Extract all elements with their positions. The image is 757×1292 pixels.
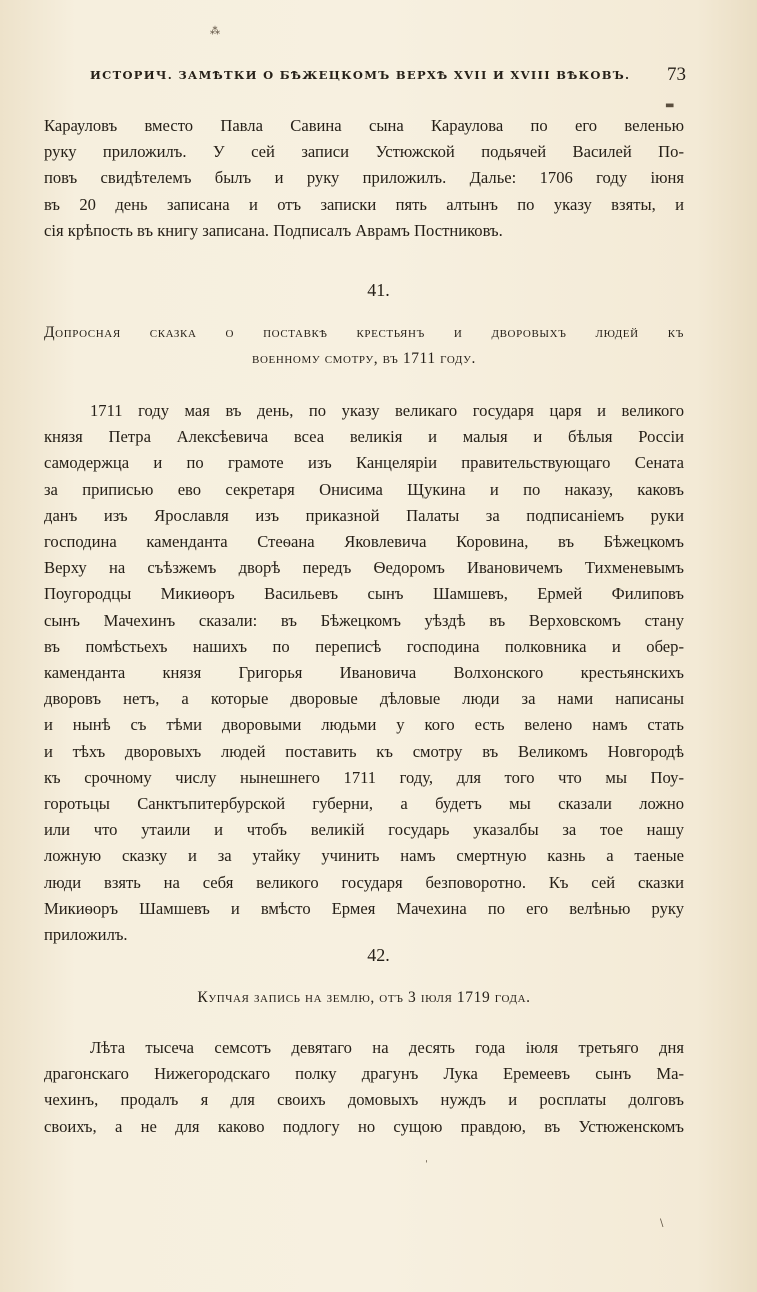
text-line: повъ свидѣтелемъ былъ и руку приложилъ. Далье: 1706 году iюня	[44, 168, 684, 188]
text-line: князя Петра Алексѣевича всеа великiя и малыя и бѣлыя Россiи	[44, 427, 684, 447]
print-speck: ˈ	[425, 1160, 428, 1171]
paragraph-document-42	[44, 1035, 684, 1140]
heading-line: военному смотру, въ 1711 году.	[252, 350, 476, 367]
text-line: или что утаили и чтобъ великiй государь указалбы за тое нашу	[44, 820, 684, 840]
paragraph-top	[44, 113, 684, 244]
text-line: руку приложилъ. У сей записи Устюжской подьячей Василей По-	[44, 142, 684, 162]
paragraph-document-41	[44, 398, 684, 948]
text-line: въ помѣстьехъ нашихъ по переписѣ господина полковника и обер-	[44, 636, 684, 656]
text-line: люди взять на себя великого государя безповоротно. Къ сей сказки	[44, 872, 684, 892]
text-line: дворовъ нетъ, а которые дворовые дѣловые люди за нами написаны	[44, 689, 684, 709]
text-line: 1711 году мая въ день, по указу великаго государя царя и великого	[90, 401, 684, 420]
text-line: и нынѣ съ тѣми дворовыми людьми у кого есть велено намъ стать	[44, 715, 684, 735]
text-line: Лѣта тысеча семсотъ девятаго на десять года iюля третьяго дня	[90, 1038, 684, 1057]
text-line: Карауловъ вместо Павла Савина сына Караулова по его веленью	[44, 116, 684, 135]
text-line: ложную сказку и за утайку учинить намъ смертную казнь а таеные	[44, 846, 684, 866]
text-line: данъ изъ Ярославля изъ приказной Палаты за подписанiемъ руки	[44, 505, 684, 525]
page-number: 73	[667, 64, 686, 85]
text-line: драгонскаго Нижегородскаго полку драгунъ Лука Еремеевъ сынъ Ма-	[44, 1064, 684, 1084]
print-speck: ▬	[665, 100, 675, 111]
text-line: за приписью ево секретаря Онисима Щукина и по наказу, каковъ	[44, 479, 684, 499]
text-line: горотьцы Санктъпитербурской губерни, а будетъ мы сказали ложно	[44, 794, 684, 814]
heading-line: Купчая запись на землю, отъ 3 iюля 1719 года.	[197, 989, 531, 1006]
text-line: господина камендантa Стеѳана Яковлевича Коровина, въ Бѣжецкомъ	[44, 532, 684, 552]
text-line: сiя крѣпость въ книгу записана. Подписалъ Аврамъ Постниковъ.	[44, 220, 503, 240]
print-speck: \	[660, 1218, 664, 1229]
document-number: 41.	[367, 280, 390, 300]
text-line: къ срочному числу нынешнего 1711 году, для того что мы Поу-	[44, 767, 684, 787]
text-line: самодержца и по грамоте изъ Канцелярiи правительствующаго Сената	[44, 453, 684, 473]
text-line: Поугородцы Микиѳоръ Васильевъ сынъ Шамшевъ, Ермей Филиповъ	[44, 584, 684, 604]
text-line: Микиѳоръ Шамшевъ и вмѣсто Ермея Мачехина по его велѣнью руку	[44, 898, 684, 918]
running-head	[90, 64, 686, 86]
document-heading	[44, 985, 684, 1011]
text-line: камендантa князя Григорья Ивановича Волхонского крестьянскихъ	[44, 663, 684, 683]
text-line: и тѣхъ дворовыхъ людей поставить къ смотру въ Великомъ Новгородѣ	[44, 741, 684, 761]
running-head-title: ИСТОРИЧ. ЗАМѢТКИ О БѢЖЕЦКОМЪ ВЕРХѢ XVII И XVIII ВѢКОВЪ.	[90, 68, 631, 82]
text-line: приложилъ.	[44, 925, 128, 945]
print-speck: ⁂	[210, 26, 220, 37]
document-number: 42.	[367, 945, 390, 965]
text-line: своихъ, а не для каково подлогу но сущою правдою, въ Устюженскомъ	[44, 1116, 684, 1136]
text-line: въ 20 день записана и отъ записки пять алтынъ по указу взяты, и	[44, 194, 684, 214]
document-heading	[44, 320, 684, 372]
text-line: Верху на съѣзжемъ дворѣ передъ Ѳедоромъ Ивановичемъ Тихменевымъ	[44, 558, 684, 578]
heading-line: Допросная сказка о поставкѣ крестьянъ и дворовыхъ людей къ	[44, 324, 684, 341]
text-line: сынъ Мачехинъ сказали: въ Бѣжецкомъ уѣздѣ въ Верховскомъ стану	[44, 610, 684, 630]
text-line: чехинъ, продалъ я для своихъ домовыхъ нуждъ и росплаты долговъ	[44, 1090, 684, 1110]
